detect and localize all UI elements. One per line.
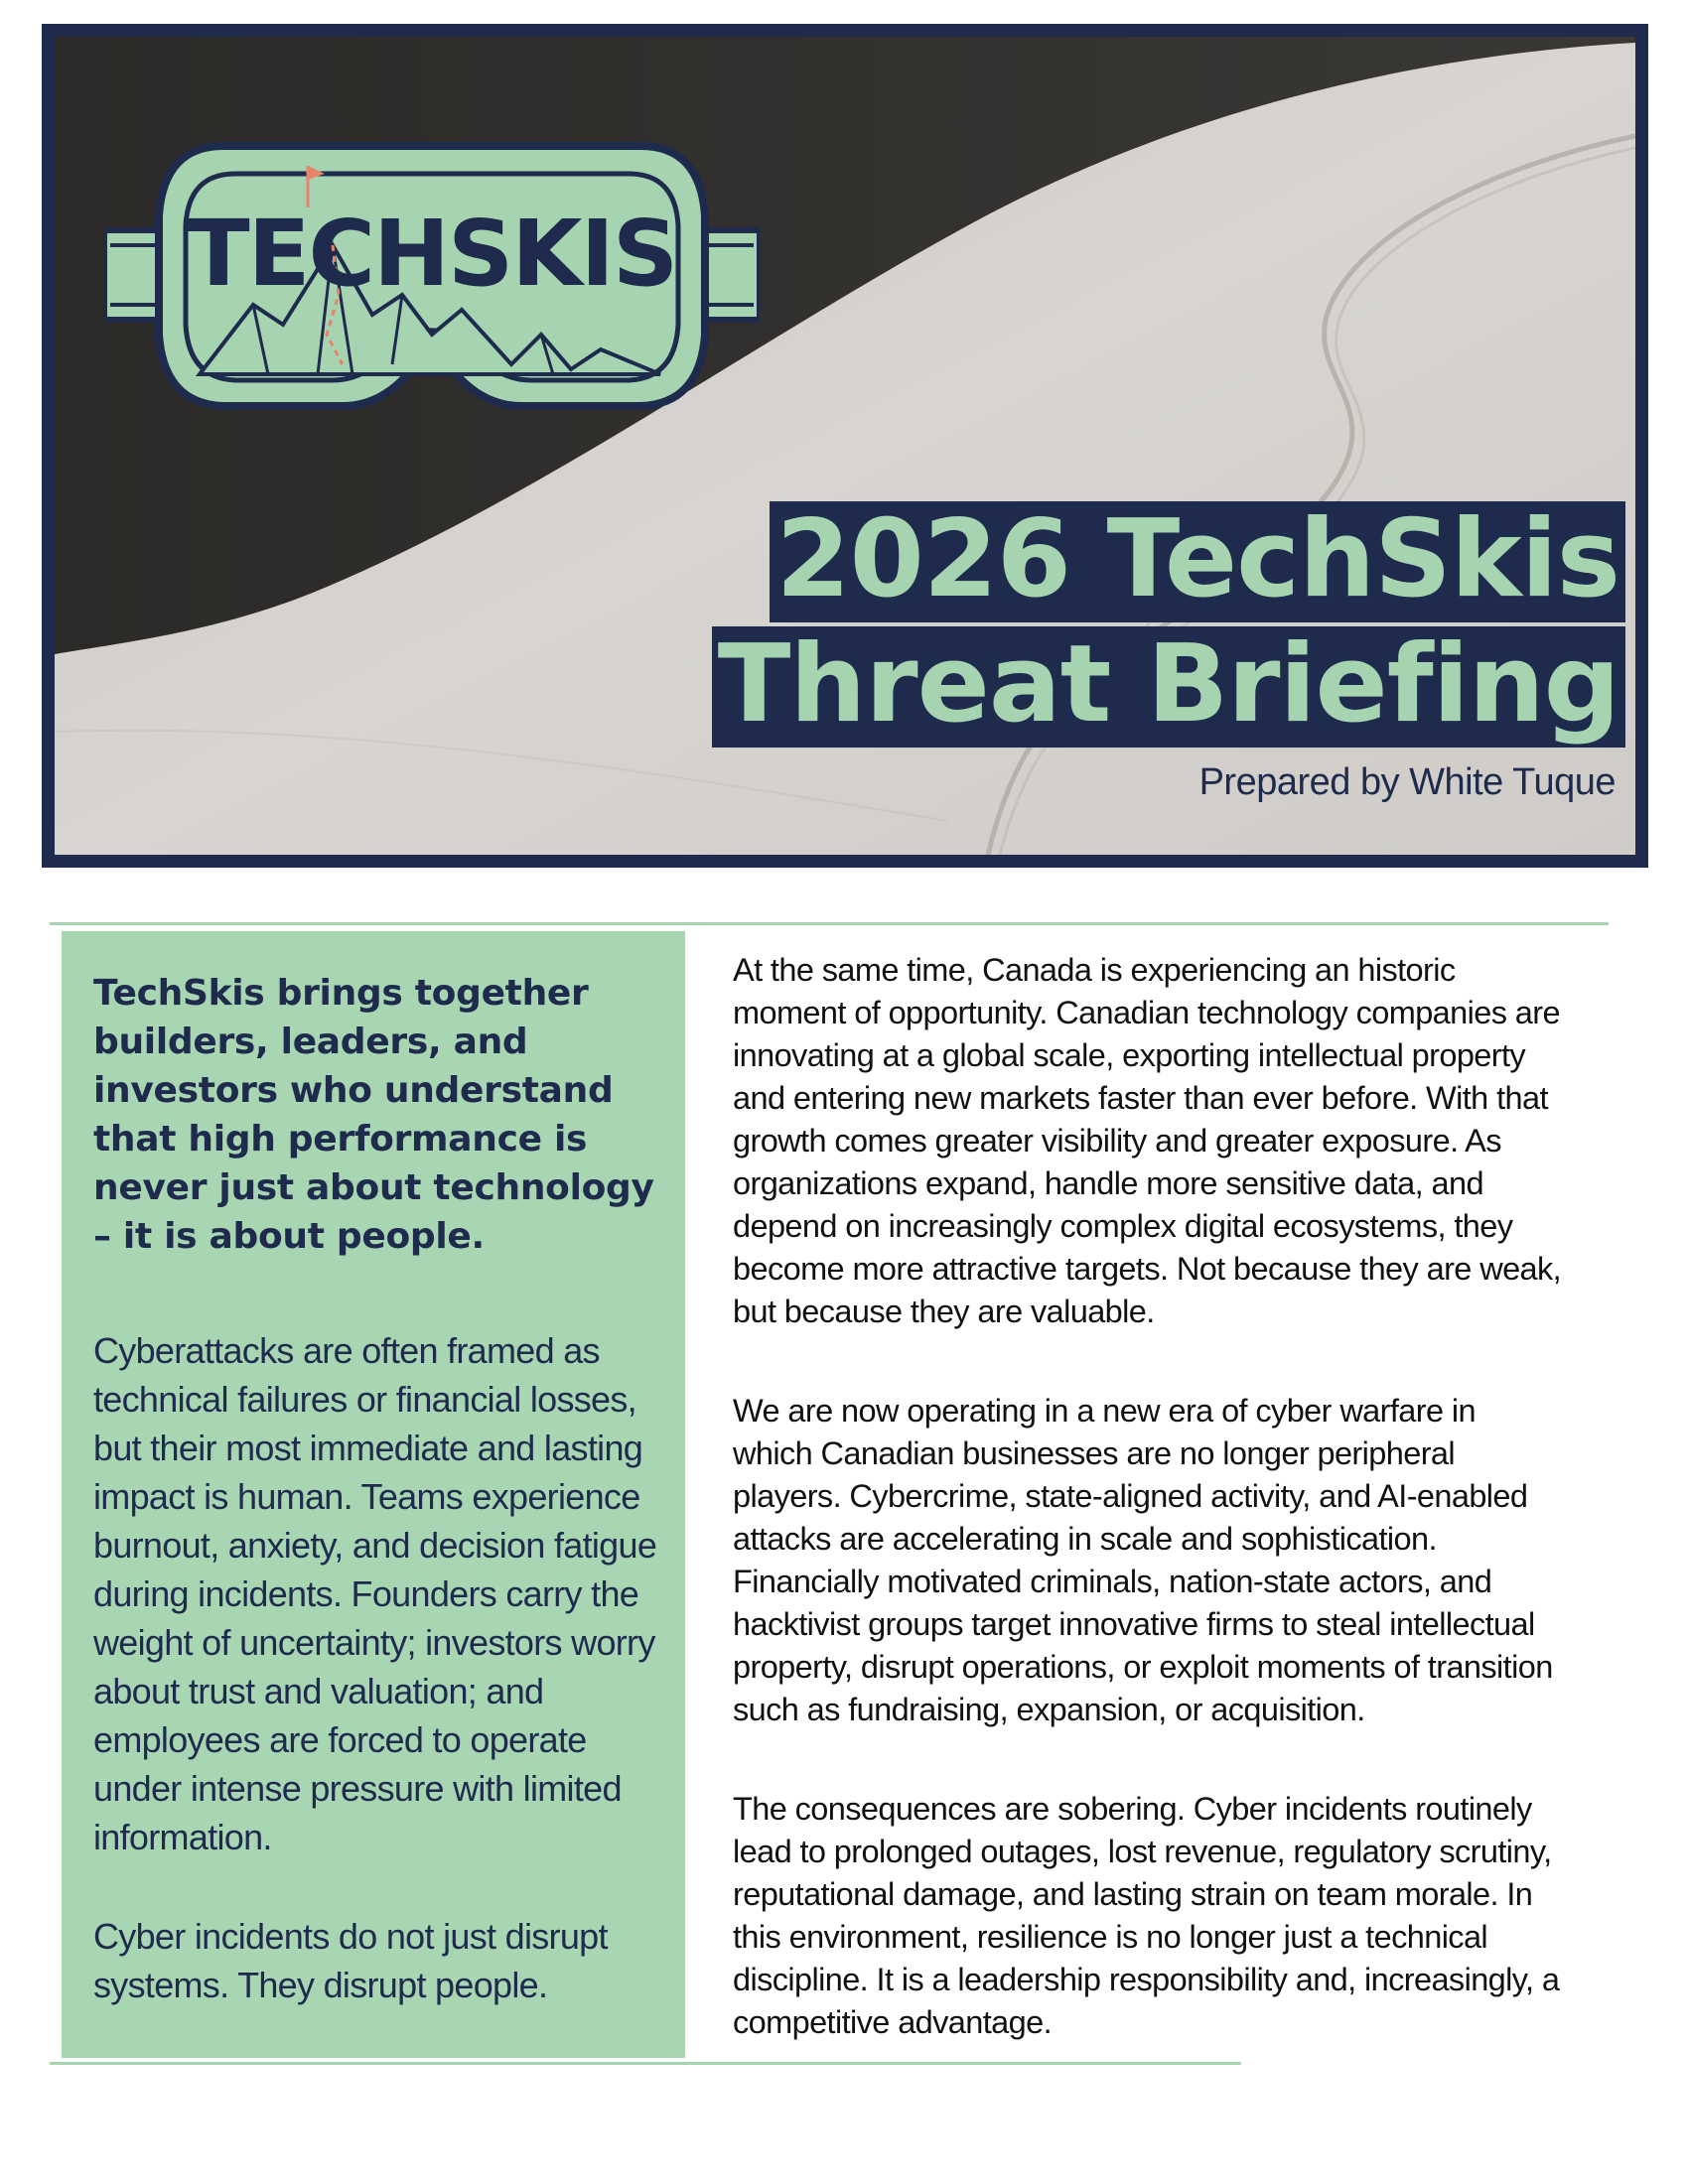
main-paragraph-3: The consequences are sobering. Cyber incidents routinely lead to prolonged outages, lost revenue, regulatory scrutiny, reputational damage, and lasting strain on team morale. In this environment, resilience is no longer just a technical discipline. It is a leadership responsibility and, increasingly, a competitive advantage. [733, 1791, 1560, 2040]
sidebar-lead: TechSkis brings together builders, leaders, and investors who understand that high performance is never just about technology – it is about people. [93, 973, 654, 1257]
title-line-2: Threat Briefing [712, 626, 1625, 748]
sidebar-panel [62, 931, 685, 2058]
goggles-icon [104, 136, 760, 424]
sidebar-paragraph-1: Cyberattacks are often framed as technical failures or financial losses, but their most immediate and lasting impact is human. Teams experience burnout, anxiety, and decision fatigue during incidents. Founders carry the weight of uncertainty; investors worry about trust and valuation; and employees are forced to operate under intense pressure with limited information. [93, 1330, 657, 1857]
hero-banner [42, 24, 1648, 868]
main-paragraph-1: At the same time, Canada is experiencing an historic moment of opportunity. Canadian technology companies are innovating at a global scale, exporting intellectual property and entering new markets faster than ever before. With that growth comes greater visibility and greater exposure. As organizations expand, handle more sensitive data, and depend on increasingly complex digital ecosystems, they become more attractive targets. Not because they are weak, but because they are valuable. [733, 952, 1562, 1329]
top-divider [50, 922, 1609, 925]
main-paragraph-2: We are now operating in a new era of cyber warfare in which Canadian businesses are no longer peripheral players. Cybercrime, state-aligned activity, and AI-enabled attacks are accelerating in scale and sophistication. Financially motivated criminals, nation-state actors, and hacktivist groups target innovative firms to steal intellectual property, disrupt operations, or exploit moments of transition such as fundraising, expansion, or acquisition. [733, 1393, 1553, 1727]
logo-wordmark: TECHSKIS [187, 201, 677, 307]
techskis-goggles-logo [104, 136, 760, 424]
title-line-1: 2026 TechSkis [770, 501, 1625, 622]
prepared-by: Prepared by White Tuque [1198, 761, 1616, 803]
sidebar-paragraph-2: Cyber incidents do not just disrupt systems. They disrupt people. [93, 1916, 608, 2005]
briefing-title [712, 497, 1625, 748]
bottom-divider [50, 2062, 1241, 2065]
